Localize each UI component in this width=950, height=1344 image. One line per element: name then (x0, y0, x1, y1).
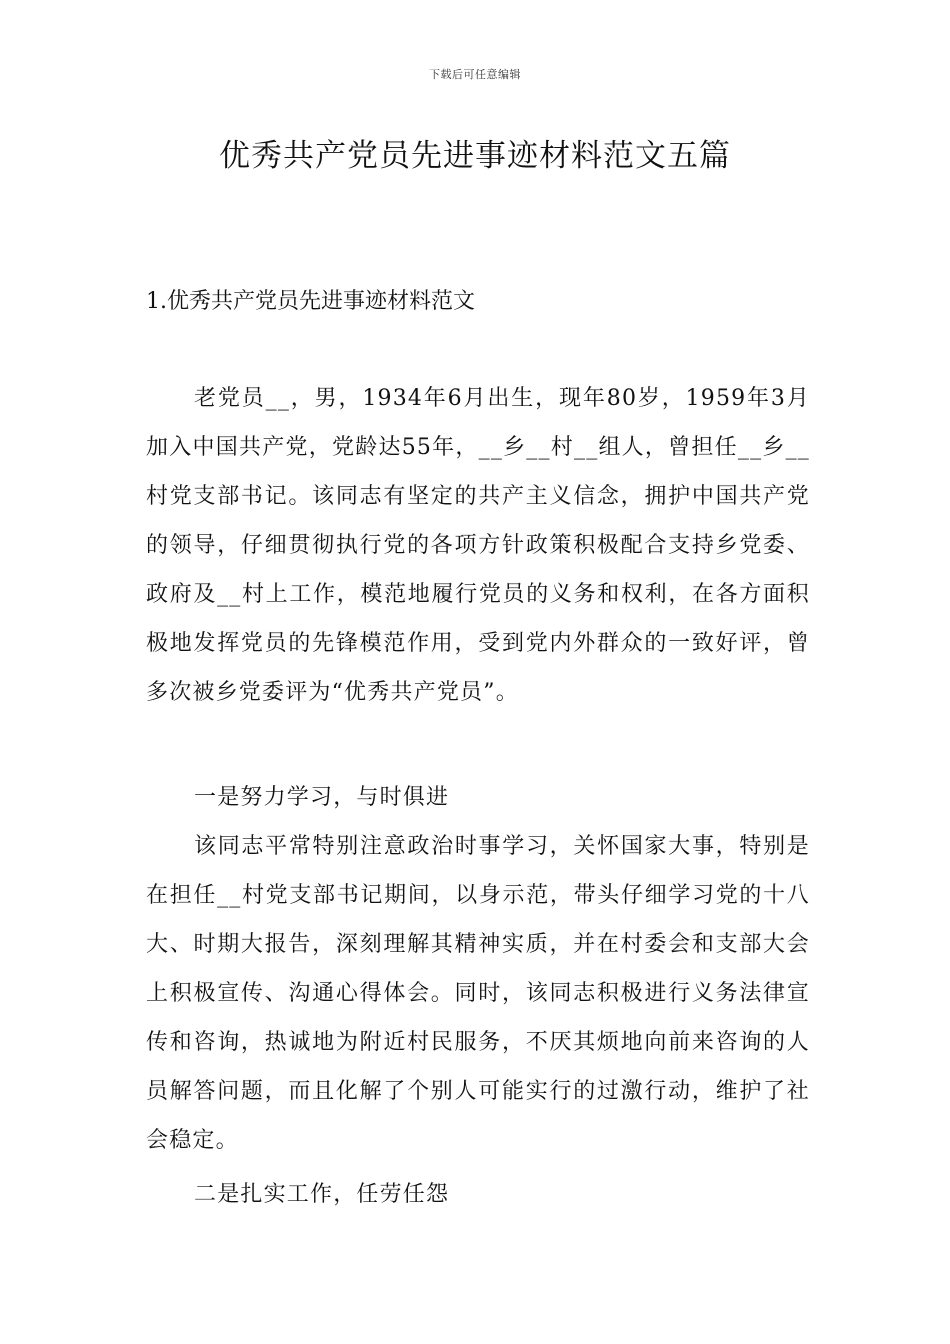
document-title: 优秀共产党员先进事迹材料范文五篇 (219, 138, 731, 174)
section-heading: 1.优秀共产党员先进事迹材料范文 (146, 289, 475, 314)
paragraph-study: 该同志平常特别注意政治时事学习，关怀国家大事，特别是在担任__村党支部书记期间，以身示范，带头仔细学习党的十八大、时期大报告，深刻理解其精神实质，并在村委会和支部大会上积极宣传、沟通心得体会。同时，该同志积极进行义务法律宣传和咨询，热诚地为附近村民服务，不厌其烦地向前来咨询的人员解答问题，而且化解了个别人可能实行的过激行动，维护了社会稳定。 (146, 834, 810, 1153)
paragraph-intro: 老党员__，男，1934年6月出生，现年80岁，1959年3月加入中国共产党，党龄达55年，__乡__村__组人，曾担任__乡__村党支部书记。该同志有坚定的共产主义信念，拥护中国共产党的领导，仔细贯彻执行党的各项方针政策积极配合支持乡党委、政府及__村上工作，模范地履行党员的义务和权利，在各方面积极地发挥党员的先锋模范作用，受到党内外群众的一致好评，曾多次被乡党委评为“优秀共产党员”。 (146, 386, 810, 705)
header-note: 下载后可任意编辑 (429, 68, 521, 81)
subheading-study: 一是努力学习，与时俱进 (194, 785, 450, 810)
subheading-work: 二是扎实工作，任劳任怨 (194, 1182, 450, 1207)
